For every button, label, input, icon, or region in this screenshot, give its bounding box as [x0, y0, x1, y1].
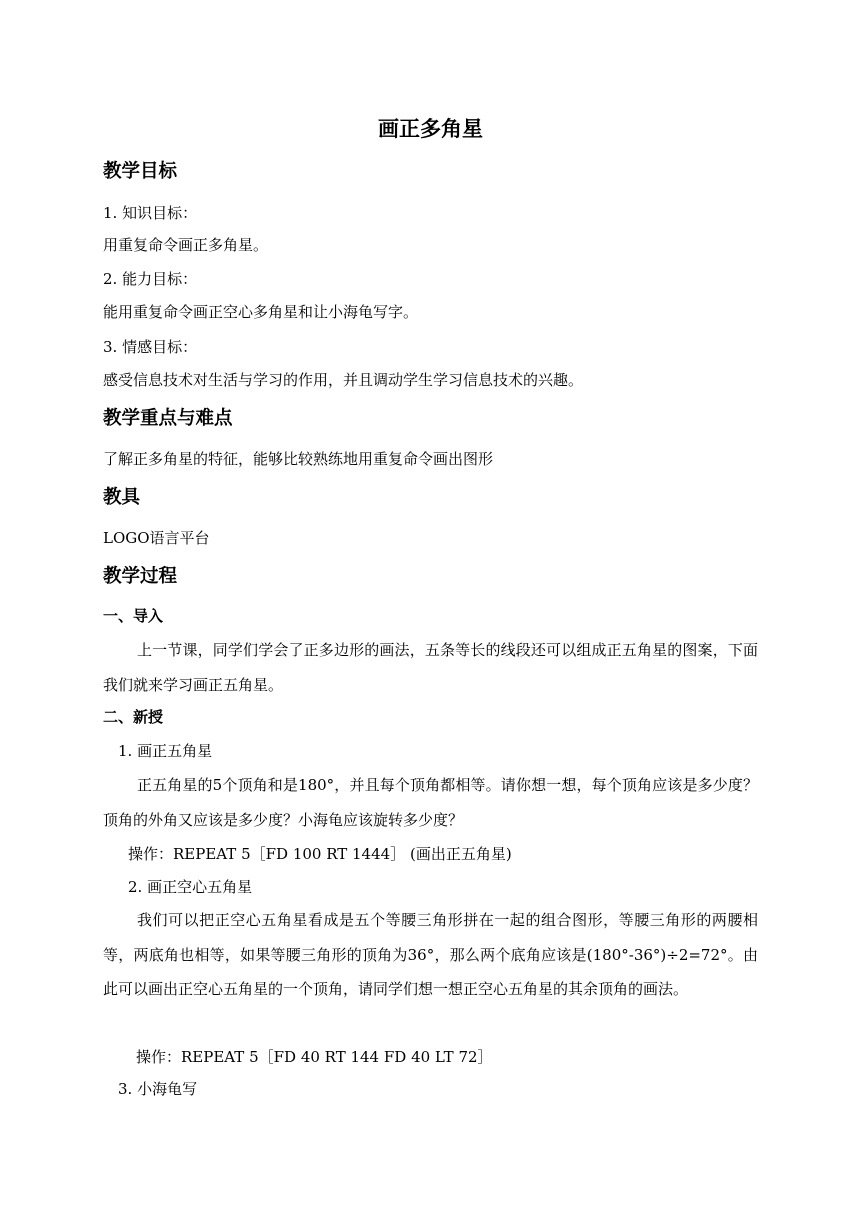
heading-process: 教学过程: [103, 566, 178, 587]
heading-objectives: 教学目标: [103, 161, 178, 182]
tools-text: LOGO语言平台: [103, 529, 210, 547]
heading-tools: 教具: [103, 487, 141, 508]
step-3-title: 3. 小海龟写: [118, 1080, 198, 1098]
step-2-operation: 操作：REPEAT 5［FD 40 RT 144 FD 40 LT 72］: [136, 1048, 493, 1066]
step-1-title: 1. 画正五角星: [118, 742, 213, 760]
objective-1-label: 1. 知识目标：: [103, 204, 198, 222]
objective-1-text: 用重复命令画正多角星。: [103, 236, 269, 254]
objective-3-label: 3. 情感目标：: [103, 338, 198, 356]
intro-paragraph: 上一节课，同学们学会了正多边形的画法，五条等长的线段还可以组成正五角星的图案，下面我们就来学习画正五角星。: [103, 641, 758, 694]
heading-new-lesson: 二、新授: [103, 708, 164, 726]
step-1-operation: 操作：REPEAT 5［FD 100 RT 1444］ (画出正五角星): [128, 845, 512, 863]
objective-3-text: 感受信息技术对生活与学习的作用，并且调动学生学习信息技术的兴趣。: [103, 371, 584, 389]
document-title: 画正多角星: [378, 117, 483, 141]
step-2-paragraph: 我们可以把正空心五角星看成是五个等腰三角形拼在一起的组合图形，等腰三角形的两腰相等，两底角也相等，如果等腰三角形的顶角为36°，那么两个底角应该是(180°-36°)÷2=72°。由此可以画出正空心五角星的一个顶角，请同学们想一想正空心五角星的其余顶角的画法。: [103, 911, 758, 998]
heading-intro: 一、导入: [103, 607, 164, 625]
step-2-title: 2. 画正空心五角星: [128, 878, 253, 896]
objective-2-text: 能用重复命令画正空心多角星和让小海龟写字。: [103, 303, 419, 321]
heading-key-points: 教学重点与难点: [103, 408, 233, 429]
objective-2-label: 2. 能力目标：: [103, 270, 198, 288]
key-points-text: 了解正多角星的特征，能够比较熟练地用重复命令画出图形: [103, 450, 494, 468]
step-1-paragraph: 正五角星的5个顶角和是180°，并且每个顶角都相等。请你想一想，每个顶角应该是多少度？顶角的外角又应该是多少度？小海龟应该旋转多少度？: [103, 776, 758, 829]
